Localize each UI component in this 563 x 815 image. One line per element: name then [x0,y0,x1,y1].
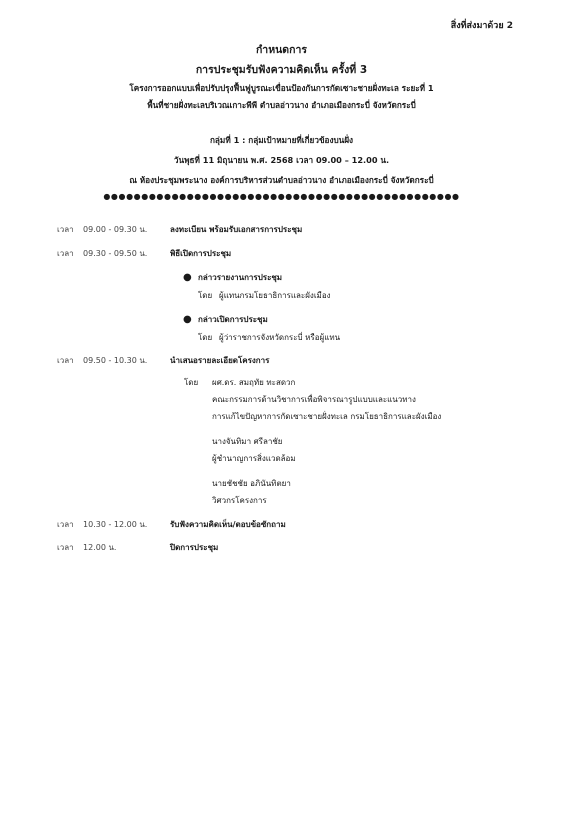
bullet-icon: ● [183,314,192,325]
presenter-role-text: คณะกรรมการด้านวิชาการเพื่อพิจารณารูปแบบและแนวทาง [212,395,416,404]
by-label: โดย [184,378,199,387]
agenda-title: ปิดการประชุม [170,543,219,552]
bullet-icon: ● [183,272,192,283]
agenda-time: 10.30 - 12.00 น. [83,520,148,529]
agenda-time: 12.00 น. [83,543,117,552]
agenda-title: นำเสนอรายละเอียดโครงการ [170,356,270,365]
by-label: โดย [198,333,213,342]
time-label: เวลา [57,225,74,234]
time-label: เวลา [57,520,74,529]
subitem-by-value: ผู้แทนกรมโยธาธิการและผังเมือง [219,291,331,300]
presenter-role-text: วิศวกรโครงการ [212,496,267,505]
subitem-by-value: ผู้ว่าราชการจังหวัดกระบี่ หรือผู้แทน [219,333,341,342]
agenda-title: พิธีเปิดการประชุม [170,249,232,258]
project-line: โครงการออกแบบเพื่อปรับปรุงฟื้นฟูบูรณะเขื่อนป้องกันการกัดเซาะชายฝั่งทะเล ระยะที่ 1 [129,83,434,93]
meeting-subtitle: การประชุมรับฟังความคิดเห็น ครั้งที่ 3 [195,64,368,76]
subitem-title: กล่าวเปิดการประชุม [198,315,268,324]
agenda-time: 09.30 - 09.50 น. [83,249,148,258]
session-group: กลุ่มที่ 1 : กลุ่มเป้าหมายที่เกี่ยวข้องบนฝั่ง [209,135,354,145]
presenter-role-text: ผู้ชำนาญการสิ่งแวดล้อม [212,454,296,463]
by-label: โดย [198,291,213,300]
presenter-name: นางจันทิมา ศรีลาชัย [212,437,283,446]
subitem-title: กล่าวรายงานการประชุม [198,273,283,282]
time-label: เวลา [57,249,74,258]
agenda-time: 09.00 - 09.30 น. [83,225,148,234]
time-label: เวลา [57,543,74,552]
presenter-name: ผศ.ดร. สมฤทัย ทะสดวก [212,378,296,387]
attachment-label: สิ่งที่ส่งมาด้วย 2 [450,21,513,31]
agenda-time: 09.50 - 10.30 น. [83,356,148,365]
agenda-title: ลงทะเบียน พร้อมรับเอกสารการประชุม [170,225,303,234]
session-venue: ณ ห้องประชุมพระนาง องค์การบริหารส่วนตำบลอ่าวนาง อำเภอเมืองกระบี่ จังหวัดกระบี่ [129,175,434,185]
time-label: เวลา [57,356,74,365]
agenda-title: รับฟังความคิดเห็น/ตอบข้อซักถาม [170,520,286,529]
presenter-role-text: การแก้ไขปัญหาการกัดเซาะชายฝั่งทะเล กรมโยธาธิการและผังเมือง [212,412,442,421]
document-title: กำหนดการ [255,44,308,56]
dotted-divider: ●●●●●●●●●●●●●●●●●●●●●●●●●●●●●●●●●●●●●●●●●●●●●●● [103,192,460,201]
presenter-name: นายชัชชัย อภินันทิตยา [212,479,291,488]
session-date-time: วันพุธที่ 11 มิถุนายน พ.ศ. 2568 เวลา 09.00 – 12.00 น. [173,155,390,165]
area-line: พื้นที่ชายฝั่งทะเลบริเวณเกาะพีพี ตำบลอ่าวนาง อำเภอเมืองกระบี่ จังหวัดกระบี่ [147,100,416,110]
